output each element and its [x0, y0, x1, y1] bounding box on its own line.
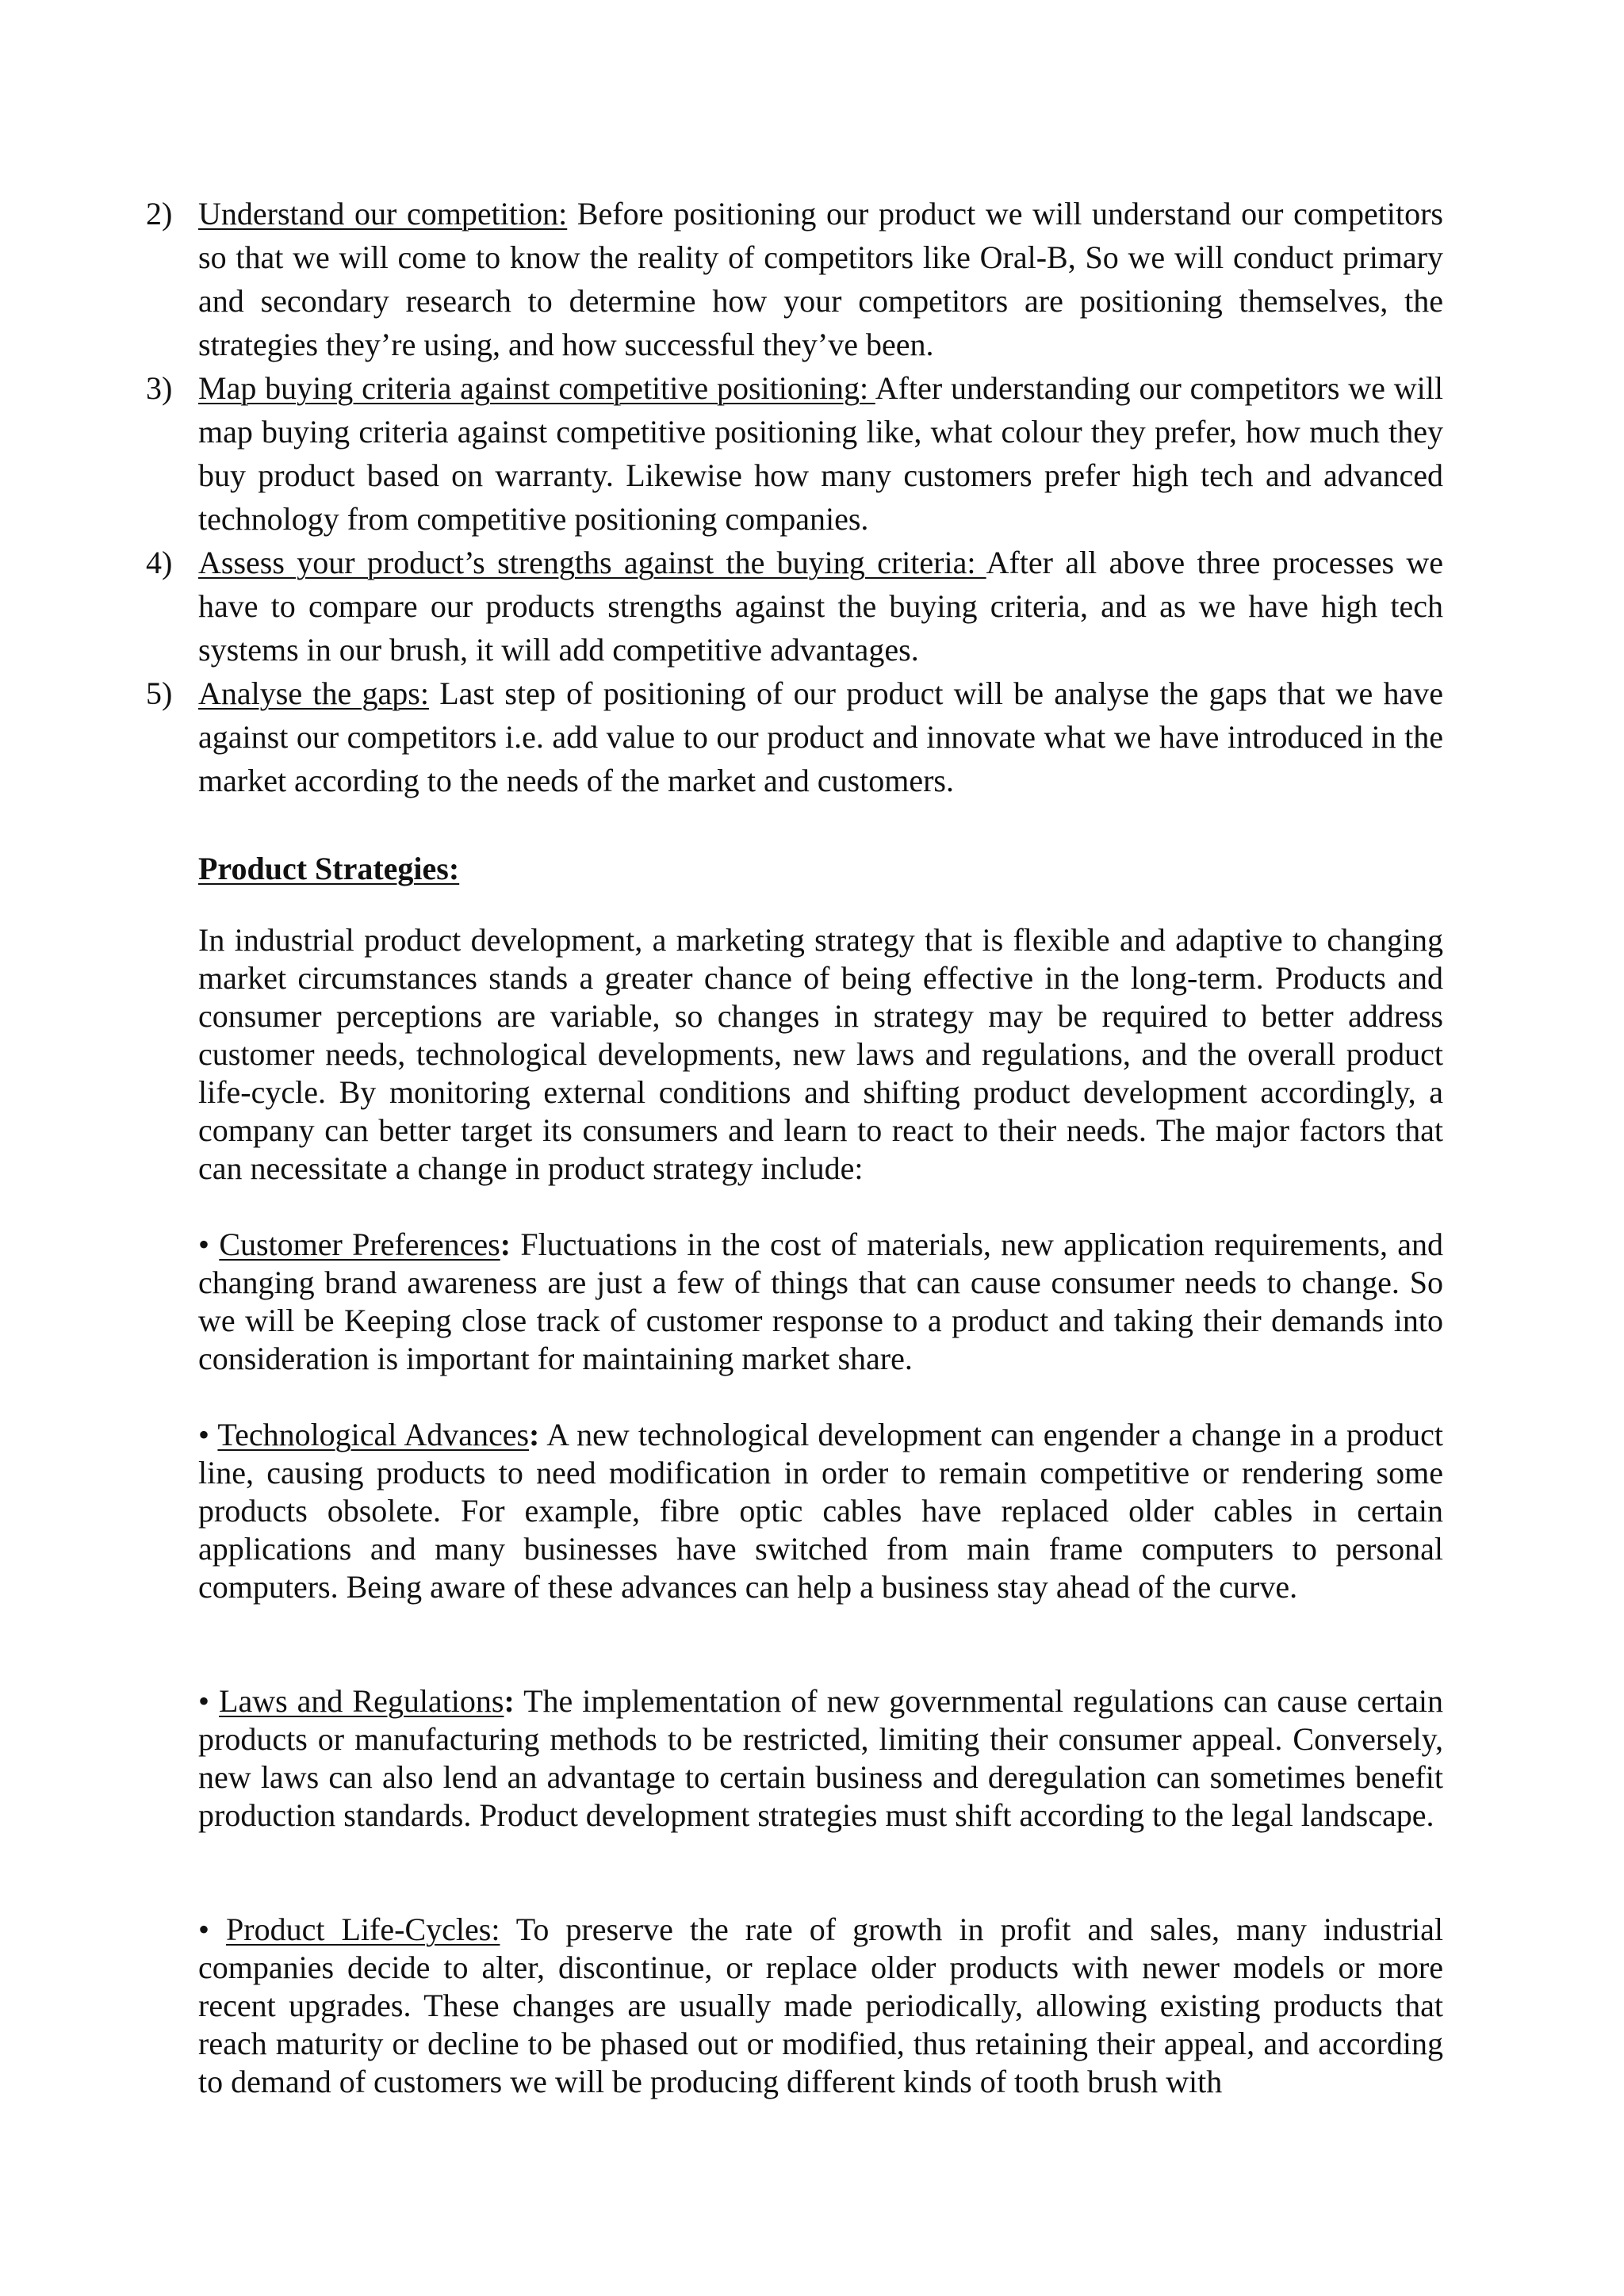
bullet-icon: • — [198, 1683, 210, 1719]
list-item-text: After understanding our competitors we will map buying criteria against competitive positioning like, what colour they prefer, how much they buy product based on warranty. Likewise how many customers prefer high tech and advanced technology from competitive positioning companies. — [198, 370, 1443, 537]
bullet-paragraph-product-life-cycles — [198, 1911, 1443, 2101]
positioning-steps-list — [146, 192, 1443, 802]
list-item-text: After all above three processes we have to compare our products strengths against the buying criteria, and as we have high tech systems in our brush, it will add competitive advantages. — [198, 545, 1443, 668]
list-item-text: Before positioning our product we will understand our competitors so that we will come to know the reality of competitors like Oral-B, So we will conduct primary and secondary research to determine how your competitors are positioning themselves, the strategies they’re using, and how successful they’ve been. — [198, 196, 1443, 362]
list-item — [146, 366, 1443, 541]
bullet-text: A new technological development can engender a change in a product line, causing products to need modification in order to remain competitive or rendering some products obsolete. For example, fibre optic cables have replaced older cables in certain applications and many businesses have switched from main frame computers to personal computers. Being aware of these advances can help a business stay ahead of the curve. — [198, 1417, 1444, 1605]
bullet-paragraph-laws-regulations — [198, 1682, 1443, 1835]
intro-paragraph: In industrial product development, a marketing strategy that is flexible and adaptive to changing market circumstances stands a greater chance of being effective in the long-term. Products and consumer perceptions are variable, so changes in strategy may be required to better address customer needs, technological developments, new laws and regulations, and the overall product life-cycle. By monitoring external conditions and shifting product development accordingly, a company can better target its consumers and learn to react to their needs. The major factors that can necessitate a change in product strategy include: — [198, 922, 1443, 1186]
list-item-heading: Understand our competition: — [198, 196, 568, 232]
list-item — [146, 672, 1443, 802]
list-item-heading: Map buying criteria against competitive positioning: — [198, 370, 875, 406]
bullet-icon: • — [198, 1911, 210, 1947]
list-item-text: Last step of positioning of our product will be analyse the gaps that we have against our competitors i.e. add value to our product and innovate what we have introduced in the market according to the needs of the market and customers. — [198, 675, 1443, 798]
bullet-colon: : — [500, 1226, 511, 1262]
bullet-colon: : — [504, 1683, 515, 1719]
bullet-term: Laws and Regulations — [219, 1683, 504, 1719]
bullet-paragraph-technological-advances — [198, 1416, 1443, 1606]
list-item-heading: Assess your product’s strengths against the buying criteria: — [198, 545, 986, 580]
list-number: 4) — [146, 545, 173, 580]
bullet-paragraph-customer-preferences — [198, 1226, 1443, 1378]
bullet-colon: : — [529, 1417, 540, 1452]
list-item — [146, 192, 1443, 366]
list-number: 3) — [146, 370, 173, 406]
section-heading-text: Product Strategies: — [198, 851, 460, 886]
bullet-term: Product Life-Cycles: — [226, 1911, 500, 1947]
bullet-term: Customer Preferences — [219, 1226, 500, 1262]
bullet-icon: • — [198, 1226, 210, 1262]
list-number: 2) — [146, 196, 173, 232]
list-item-heading: Analyse the gaps: — [198, 675, 429, 711]
list-item — [146, 541, 1443, 672]
bullet-text: To preserve the rate of growth in profit and sales, many industrial companies decide to alter, discontinue, or replace older products with newer models or more recent upgrades. These changes are usually made periodically, allowing existing products that reach maturity or decline to be phased out or modified, thus retaining their appeal, and according to demand of customers we will be producing different kinds of tooth brush with — [198, 1911, 1444, 2099]
bullet-icon: • — [198, 1417, 210, 1452]
list-number: 5) — [146, 675, 173, 711]
bullet-text: The implementation of new governmental regulations can cause certain products or manufacturing methods to be restricted, limiting their consumer appeal. Conversely, new laws can also lend an advantage to certain business and deregulation can sometimes benefit production standards. Product development strategies must shift according to the legal landscape. — [198, 1683, 1443, 1833]
bullet-term: Technological Advances — [217, 1417, 530, 1452]
section-heading — [198, 847, 1443, 890]
bullet-text: Fluctuations in the cost of materials, new application requirements, and changing brand awareness are just a few of things that can cause consumer needs to change. So we will be Keeping close track of customer response to a product and taking their demands into consideration is important for maintaining market share. — [198, 1226, 1444, 1376]
